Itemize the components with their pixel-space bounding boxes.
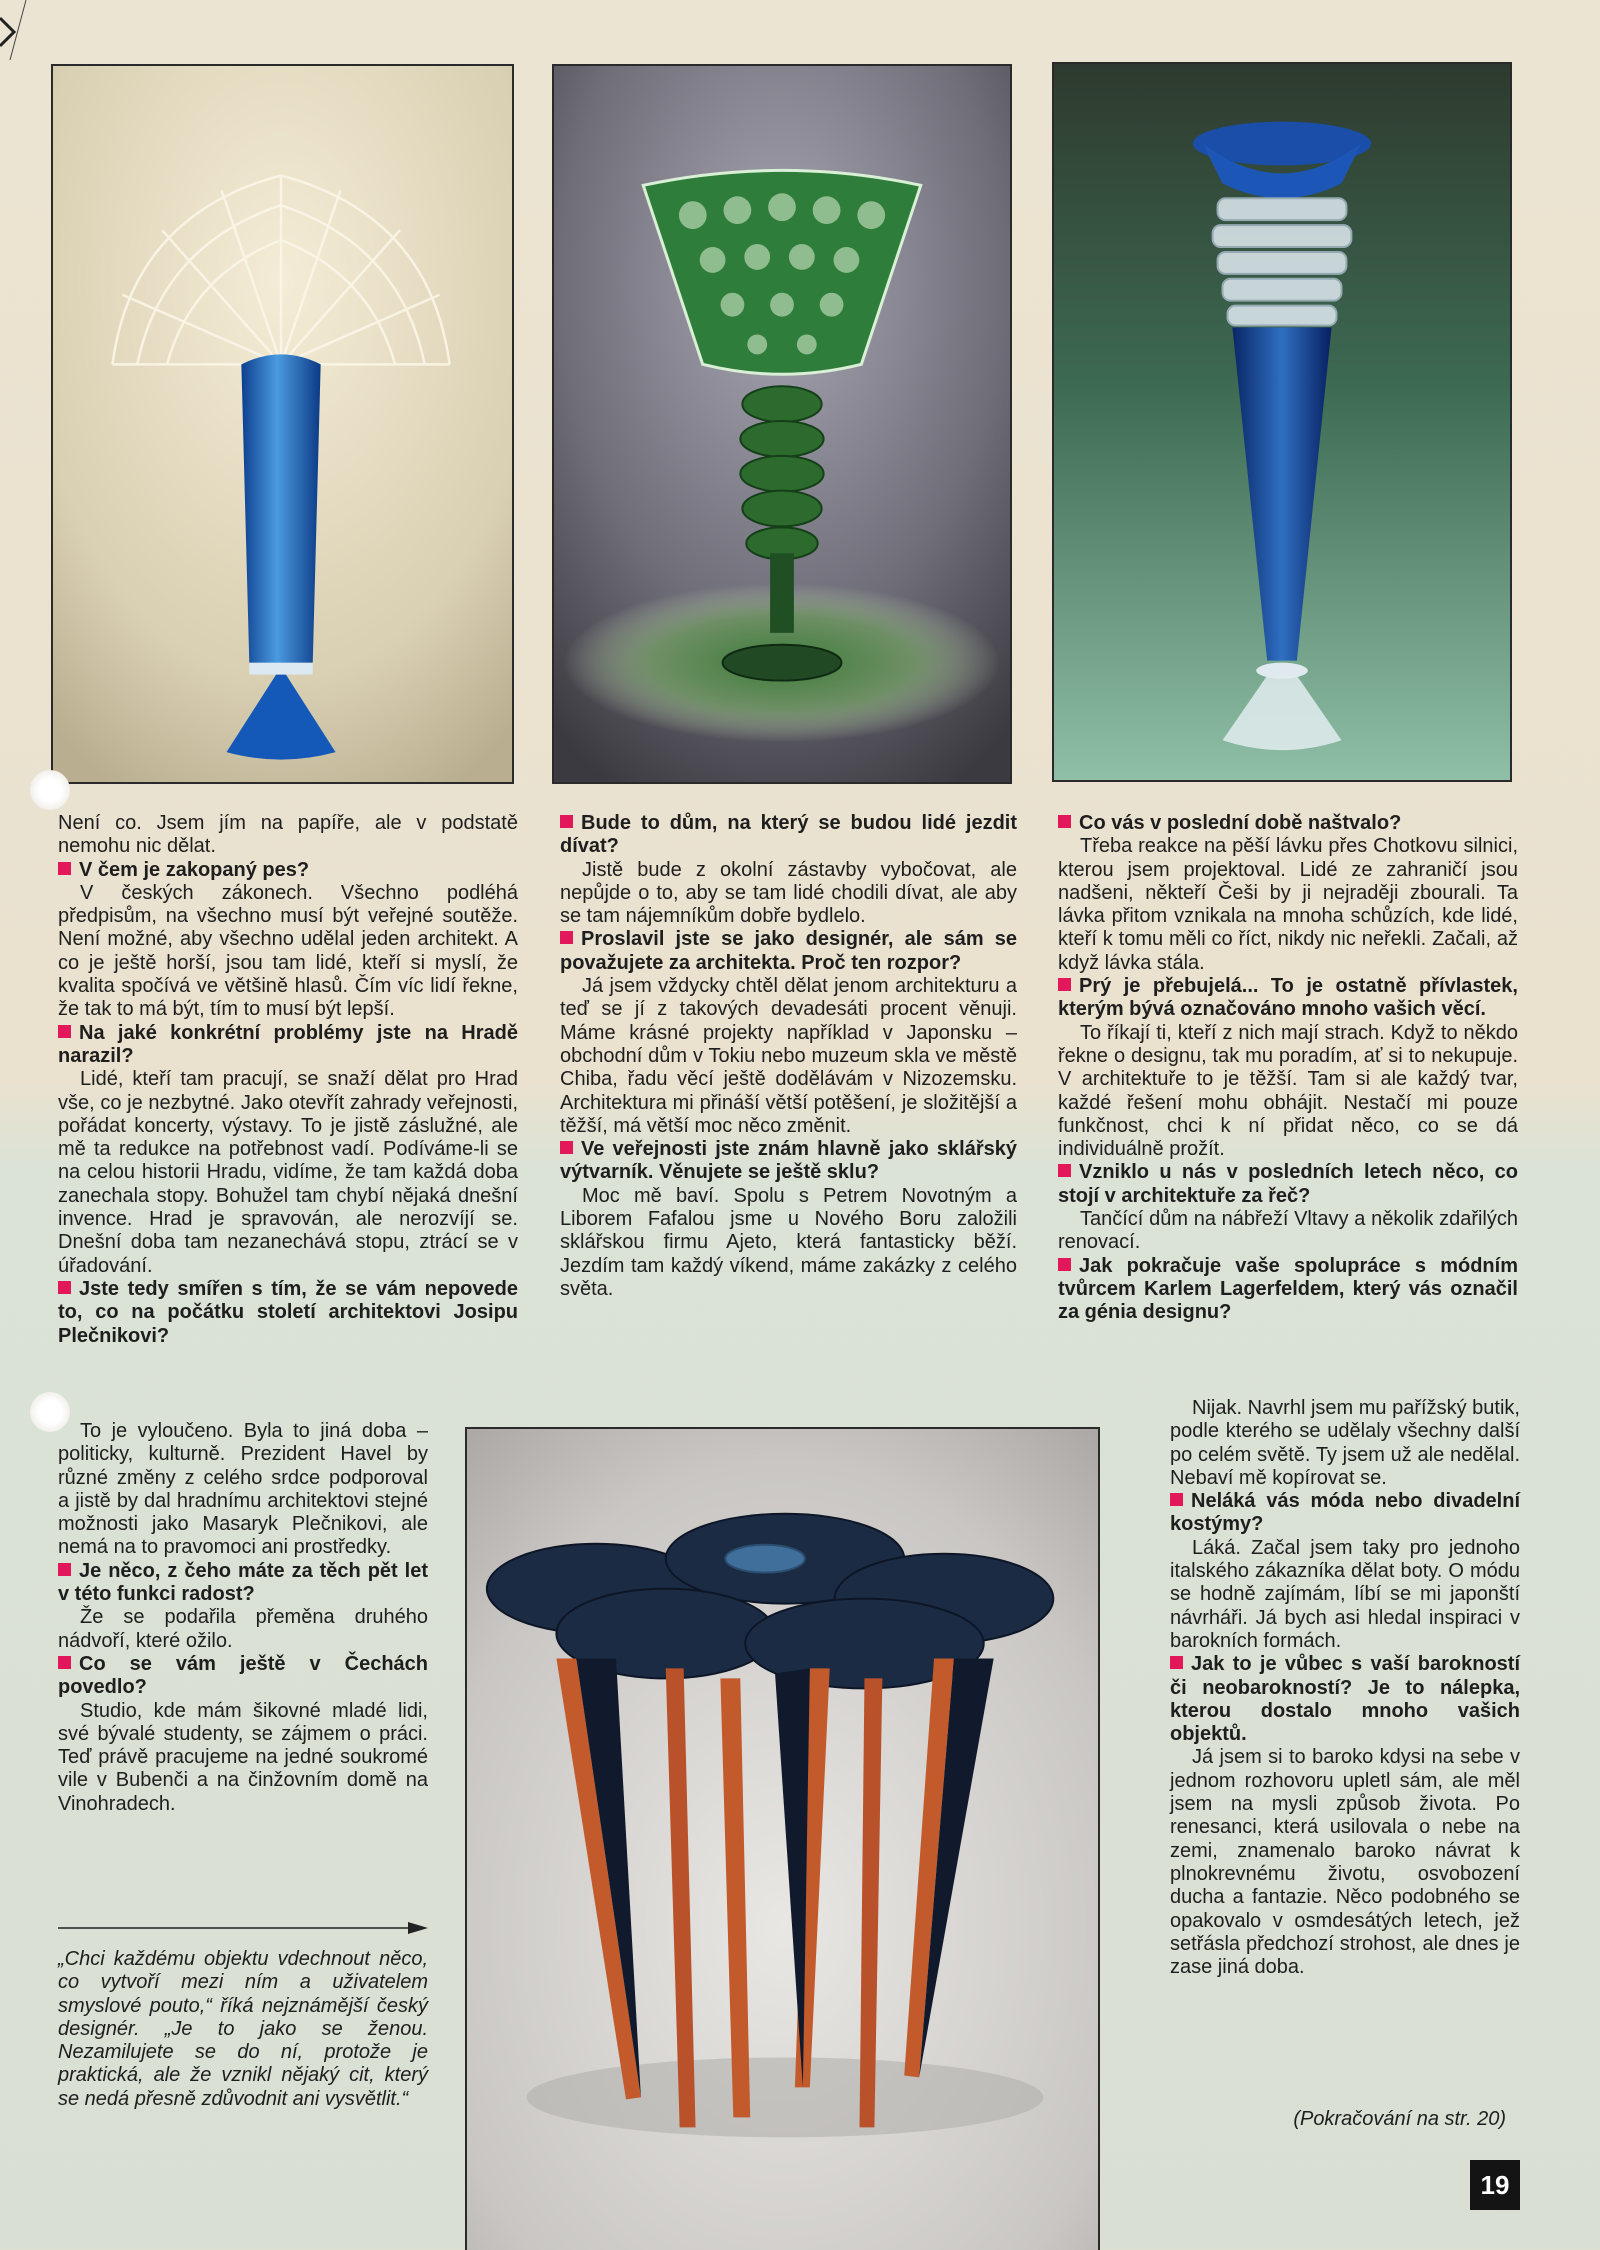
photo-blue-candlestick bbox=[1052, 62, 1512, 782]
answer-paragraph: Já jsem vždycky chtěl dělat jenom architekturu a teď se jí z takových devadesáti procent věnuji. Máme krásné projekty například v Japonsku – obchodní dům v Tokiu nebo muzeum skla ve městě Chiba, řadu věcí ještě dodělávám v Nizozemsku. Architektura mi přináší větší potěšení, je složitější a těžší, má větší moc něco změnit. bbox=[560, 975, 1017, 1137]
photo-clover-table bbox=[465, 1427, 1100, 2250]
answer-paragraph: Jistě bude z okolní zástavby vybočovat, ale nepůjde o to, aby se tam lidé chodili dívat, ale aby se tam nájemníkům dobře bydlelo. bbox=[560, 858, 1017, 928]
answer-paragraph: Lidé, kteří tam pracují, se snaží dělat pro Hrad vše, co je nezbytné. Jako otevřít zahrady veřejnosti, pořádat koncerty, výstavy. To je jistě záslužné, ale mě ta redukce na potřebnost vadí. Podíváme-li se na celou historii Hradu, vidíme, že tam každá doba zanechala stopy. Bohužel tam chybí nějaká dnešní invence. Hrad je spravován, ale nerozvíjí se. Dnešní doba tam nezanechává stopu, ztrácí se v úřadování. bbox=[58, 1068, 518, 1277]
answer-paragraph: Že se podařila přeměna druhého nádvoří, které ožilo. bbox=[58, 1606, 428, 1652]
interview-question bbox=[560, 1138, 1017, 1185]
answer-paragraph: Já jsem si to baroko kdysi na sebe v jednom rozhovoru upletl sám, ale měl jsem na mysli způsob života. Po renesanci, která usilovala o nebe na zemi, znamenalo baroko návrat k plnokrevnému životu, osvobození ducha a fantazie. Něco podobného se opakovalo v osmdesátých letech, jež setřásla předchozí strohost, ale dnes je zase jiná doba. bbox=[1170, 1746, 1520, 1979]
question-marker-icon bbox=[1058, 978, 1071, 991]
answer-paragraph: Láká. Začal jsem taky pro jednoho italského zákazníka dělat boty. O módu se hodně zajímám, líbí se mi japonští návrháři. Já bych asi hledal inspiraci v barokních formách. bbox=[1170, 1536, 1520, 1652]
question-marker-icon bbox=[1058, 1258, 1071, 1271]
interview-question bbox=[1170, 1653, 1520, 1746]
question-text: Na jaké konkrétní problémy jste na Hradě narazil? bbox=[58, 1021, 518, 1067]
article-column-2 bbox=[560, 812, 1017, 1301]
interview-question bbox=[1058, 1255, 1518, 1325]
photo-green-goblet bbox=[552, 64, 1012, 784]
article-column-3 bbox=[1058, 812, 1518, 1325]
interview-question bbox=[58, 1560, 428, 1607]
question-marker-icon bbox=[58, 1281, 71, 1294]
continuation-note: (Pokračování na str. 20) bbox=[1293, 2108, 1506, 2130]
article-column-1-lower bbox=[58, 1420, 428, 1816]
answer-paragraph: Tančící dům na nábřeží Vltavy a několik zdařilých renovací. bbox=[1058, 1208, 1518, 1254]
interview-question bbox=[58, 1278, 518, 1348]
interview-question bbox=[1058, 975, 1518, 1022]
interview-question bbox=[1170, 1490, 1520, 1537]
interview-question bbox=[58, 1022, 518, 1069]
pull-quote: „Chci každému objektu vdechnout něco, co vytvoří mezi ním a uživatelem smyslové pouto,“ říká nejznámější český designér. „Je to jako se ženou. Nezamilujete se do ní, protože je praktická, ale že vznikl nějaký cit, který se nedá přesně zdůvodnit ani vysvětlit.“ bbox=[58, 1948, 428, 2110]
question-text: Prý je přebujelá... To je ostatně přívlastek, kterým bývá označováno mnoho vašich věcí. bbox=[1058, 975, 1518, 1021]
question-text: Vzniklo u nás v posledních letech něco, co stojí v architektuře za řeč? bbox=[1058, 1161, 1518, 1207]
interview-question bbox=[1058, 1161, 1518, 1208]
corner-mark bbox=[0, 0, 30, 60]
answer-paragraph: To říkají ti, kteří z nich mají strach. Když to někdo řekne o designu, tak mu poradím, ať si to nekupuje. V architektuře to je těžší. Tam si ale každý tvar, každé řešení mohu obhájit. Nestačí mi pouze funkčnost, chci k ní přidat něco, co se dá individuálně prožít. bbox=[1058, 1021, 1518, 1161]
interview-question bbox=[58, 859, 518, 882]
answer-paragraph: Moc mě baví. Spolu s Petrem Novotným a Liborem Fafalou jsme u Nového Boru založili sklářskou firmu Ajeto, která fantasticky běží. Jezdím tam každý víkend, máme zakázky z celého světa. bbox=[560, 1184, 1017, 1300]
answer-paragraph: Nijak. Navrhl jsem mu pařížský butik, podle kterého se udělaly všechny další po celém světě. Ty jsem už ale nedělal. Nebaví mě kopírovat se. bbox=[1170, 1397, 1520, 1489]
question-text: V čem je zakopaný pes? bbox=[79, 858, 310, 881]
question-text: Co vás v poslední době naštvalo? bbox=[1079, 812, 1402, 834]
answer-paragraph: To je vyloučeno. Byla to jiná doba – politicky, kulturně. Prezident Havel by různé změny z celého srdce podporoval a jistě by dal hradnímu architektovi stejné možnosti jako Masaryk Plečnikovi, ale nemá na to pravomoci ani prostředky. bbox=[58, 1420, 428, 1559]
question-text: Jak to je vůbec s vaší barokností či neobarokností? Je to nálepka, kterou dostalo mnoho vašich objektů. bbox=[1170, 1653, 1520, 1746]
question-text: Bude to dům, na který se budou lidé jezdit dívat? bbox=[560, 812, 1017, 858]
interview-question bbox=[58, 1653, 428, 1700]
question-text: Je něco, z čeho máte za těch pět let v této funkci radost? bbox=[58, 1559, 428, 1606]
answer-paragraph: Studio, kde mám šikovné mladé lidi, své bývalé studenty, se zájmem o práci. Teď právě pracujeme na jedné soukromé vile v Bubenči a na činžovním domě na Vinohradech. bbox=[58, 1699, 428, 1815]
question-marker-icon bbox=[58, 1656, 71, 1669]
question-marker-icon bbox=[560, 815, 573, 828]
photo-blue-vase bbox=[51, 64, 514, 784]
question-text: Co se vám ještě v Čechách povedlo? bbox=[58, 1652, 428, 1699]
interview-question bbox=[560, 812, 1017, 859]
arrow-divider bbox=[58, 1922, 428, 1934]
question-text: Proslavil jste se jako designér, ale sám se považujete za architekta. Proč ten rozpor? bbox=[560, 928, 1017, 974]
answer-paragraph: Není co. Jsem jím na papíře, ale v podstatě nemohu nic dělat. bbox=[58, 812, 518, 858]
page-number: 19 bbox=[1470, 2160, 1520, 2210]
question-marker-icon bbox=[1170, 1656, 1183, 1669]
answer-paragraph: Třeba reakce na pěší lávku přes Chotkovu silnici, kterou jsem projektoval. Lidé ze zahraničí jsou nadšeni, někteří Češi by ji nejraději zbourali. Ta lávka přitom vznikala na mnoha schůzích, kde lidé, kteří k tomu měli co říct, nikdy nic neřekli. Začali, až když lávka stála. bbox=[1058, 835, 1518, 974]
question-marker-icon bbox=[1170, 1493, 1183, 1506]
question-marker-icon bbox=[1058, 1164, 1071, 1177]
question-marker-icon bbox=[1058, 815, 1071, 828]
question-marker-icon bbox=[58, 1025, 71, 1038]
article-column-1 bbox=[58, 812, 518, 1348]
question-text: Jak pokračuje vaše spolupráce s módním tvůrcem Karlem Lagerfeldem, který vás označil za génia designu? bbox=[1058, 1254, 1518, 1324]
question-text: Jste tedy smířen s tím, že se vám nepovede to, co na počátku století architektovi Josipu Plečnikovi? bbox=[58, 1277, 518, 1347]
answer-paragraph: V českých zákonech. Všechno podléhá předpisům, na všechno musí být veřejné soutěže. Není možné, aby všechno udělal jeden architekt. A co je ještě horší, jsou tam lidé, kteří si myslí, že kvalita spočívá ve většině hlasů. Čím víc lidí řekne, že tak to má být, tím to musí být lepší. bbox=[58, 881, 518, 1021]
article-column-3-lower bbox=[1170, 1397, 1520, 1979]
question-text: Ve veřejnosti jste znám hlavně jako sklářský výtvarník. Věnujete se ještě sklu? bbox=[560, 1138, 1017, 1184]
punch-hole bbox=[30, 770, 70, 810]
interview-question bbox=[560, 928, 1017, 975]
question-marker-icon bbox=[58, 862, 71, 875]
question-marker-icon bbox=[58, 1563, 71, 1576]
question-marker-icon bbox=[560, 1141, 573, 1154]
interview-question bbox=[1058, 812, 1518, 835]
question-text: Neláká vás móda nebo divadelní kostýmy? bbox=[1170, 1490, 1520, 1536]
question-marker-icon bbox=[560, 931, 573, 944]
